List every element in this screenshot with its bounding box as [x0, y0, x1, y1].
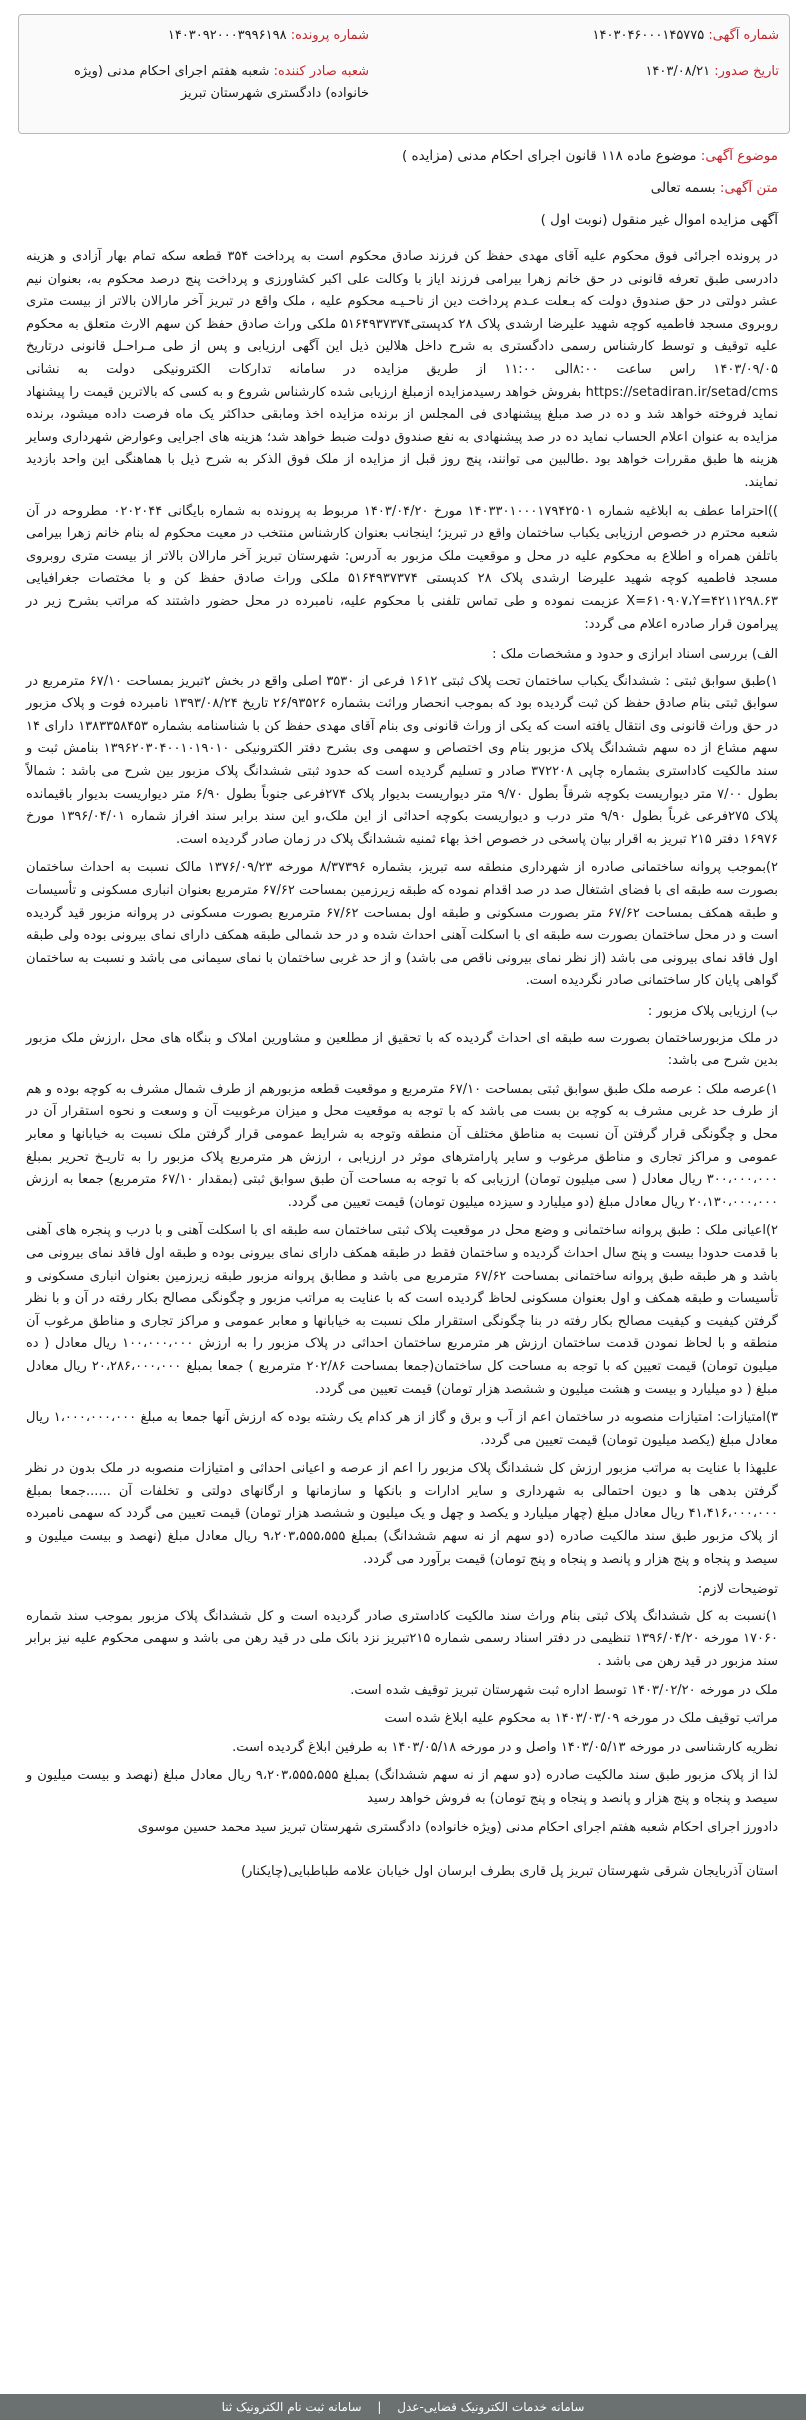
closing-line: مراتب توقیف ملک در مورخه ۱۴۰۳/۰۳/۰۹ به محکوم علیه ابلاغ شده است [384, 1711, 778, 1727]
subject-label: موضوع آگهی: [700, 148, 778, 164]
issuer-label: شعبه صادر کننده: [273, 64, 369, 79]
footer-bar [0, 2394, 806, 2420]
section-b-intro: در ملک مزبورساختمان بصورت سه طبقه ای احداث گردیده که با تحقیق از مطلعین و مشاورین املاک و بنگاه های محل ،ارزش ملک مزبور بدین شرح می باشد: [26, 1030, 778, 1069]
notice-body [26, 246, 778, 1890]
paragraph: ))احتراما عطف به ابلاغیه شماره ۱۴۰۳۳۰۱۰۰۰۱۷۹۴۲۵۰۱ مورخ ۱۴۰۳/۰۴/۲۰ مربوط به پرونده به شماره بایگانی ۰۲۰۲۰۴۴ مطروحه در آن شعبه محترم در خصوص ارزیابی یکباب ساختمان واقع در تبریز؛ اینجانب بعنوان کارشناس منتخب در معیت محکوم له بنام خانم زهرا بیرامی باتلفن همراه و اطلاع به محکوم علیه در محل و موقعیت ملک مزبور به آدرس: شهرستان تبریز آخر مارالان بالاتر از بیست متری روبروی مسجد فاطمیه کوچه شهید علیرضا ارشدی پلاک ۲۸ کدپستی ۵۱۶۴۹۳۷۳۷۴ ملکی وراث صادق حفظ کن و با مختصات جغرافیایی X=۶۱۰۹۰۷،Y=۴۲۱۱۲۹۸.۶۳ عزیمت نموده و طی تماس تلفنی با محکوم علیه، نامبرده در محل حضور داشتند که مراتب بشرح زیر در پیرامون قرار صادره اعلام می گردد: [26, 503, 779, 632]
footer-link-adl[interactable]: سامانه خدمات الکترونیک قضایی-عدل [397, 2400, 585, 2414]
signature-line: دادورز اجرای احکام شعبه هفتم اجرای احکام مدنی (ویژه خانواده) دادگستری شهرستان تبریز سید محمد حسین موسوی [137, 1819, 778, 1835]
closing-line: ملک در مورخه ۱۴۰۳/۰۲/۲۰ توسط اداره ثبت شهرستان تبریز توقیف شده است. [350, 1682, 778, 1698]
list-item: ۱)عرصه ملک : عرصه ملک طبق سوابق ثبتی بمساحت ۶۷/۱۰ مترمربع و موقعیت قطعه مزبورهم از طرف شمال مشرف به کوچه بوده و هم از طرف حد غربی مشرف به کوچه بن بست می باشد که با توجه به موقعیت محل و میزان مرغوبیت آن و وسعت و نحوه استقرار آن در محل و چگونگی قرار گرفتن آن نسبت به مناطق مختلف آن منطقه وتوجه به شرایط عمومی قرار گرفتن ملک نسبت به خیابانها و معابر عمومی و مراکز تجاری و مناطق مرغوب و سایر پارامترهای موثر در ارزیابی ، ارزش هر مترمربع پلاک مزبور را به تاریـخ تحریر بمبلغ ۳۰۰،۰۰۰،۰۰۰ ریال معادل ( سی میلیون تومان) ارزیابی که با توجه به مساحت آن طبق سوابق ثبتی (بمقدار ۶۷/۱۰ مترمربع) جمعا به ارزش ۲۰،۱۳۰،۰۰۰،۰۰۰ ریال معادل مبلغ (دو میلیارد و سیزده میلیون تومان) قیمت تعیین می گردد. [26, 1081, 778, 1210]
list-item: ۱)طبق سوابق ثبتی : ششدانگ یکباب ساختمان تحت پلاک ثبتی ۱۶۱۲ فرعی از ۳۵۳۰ اصلی واقع در بخش ۲تبریز بمساحت ۶۷/۱۰ مترمربع در سوابق ثبتی بنام صادق حفظ کن ثبت گردیده بود که بموجب انحصار وراثت بشماره ۲۶/۹۳۵۲۶ تاریخ ۱۳۹۳/۰۸/۲۴ نامبرده فوت و پلاک مزبور در حق وراث قانونی وی انتقال یافته است که یکی از وراث قانونی وی بنام آقای مهدی حفظ کن با شناسنامه بشماره ۱۳۸۳۳۵۸۴۵۳ دارای ۱۴ سهم مشاع از ده سهم ششدانگ پلاک مزبور بنام وی اختصاص و سهمی وی بشرح دفتر الکترونیکی ۱۳۹۶۲۰۳۰۴۰۰۱۰۱۹۰۱۰ بنامش ثبت و سند مالکیت کاداستری بشماره چاپی ۳۷۲۲۰۸ صادر و تسلیم گردیده است که حدود ثبتی ششدانگ پلاک مزبور بین شرح می باشد : شمالاً بطول ۷/۰۰ متر دیواریست بکوچه شرقاً بطول ۹/۷۰ متر دیواریست بدیوار پلاک ۲۷۴فرعی جنوباً بطول ۶/۹۰ متر دیواریست بدیوار باقیمانده پلاک ۲۷۵فرعی غرباً بطول ۹/۹۰ متر درب و دیواریست بکوچه احداثی از این ملک،و این سند برابر سند افراز شماره ۱۳۹۶/۰۴/۰۱ مورخ ۱۶۹۷۶ دفتر ۲۱۵ تبریز به اقرار بیان پاسخی در خصوص اخذ بهاء ثمنیه ششدانگ پلاک در زمان صادر گردیده است. [26, 673, 779, 847]
list-item: ۳)امتیازات: امتیازات منصوبه در ساختمان اعم از آب و برق و گاز از هر کدام یک رشته بوده که ارزش آنها جمعا به مبلغ ۱،۰۰۰،۰۰۰،۰۰۰ ریال معادل مبلغ (یکصد میلیون تومان) قیمت تعیین می گردد. [26, 1410, 779, 1448]
issuer-row [29, 61, 369, 105]
notice-title: آگهی مزایده اموال غیر منقول (نوبت اول ) [540, 212, 778, 228]
notice-number: ۱۴۰۳۰۴۶۰۰۰۱۴۵۷۷۵ [592, 28, 705, 43]
body-label: متن آگهی: [719, 180, 778, 196]
case-number-label: شماره پرونده: [290, 28, 369, 43]
body-label-row [651, 180, 778, 196]
closing-line: لذا از پلاک مزبور طبق سند مالکیت صادره (دو سهم از نه سهم ششدانگ) بمبلغ ۹،۲۰۳،۵۵۵،۵۵۵ ریال معادل مبلغ (نهصد و بیست میلیون و سیصد و پنجاه و پنج هزار و پانصد و پنجاه و پنج تومان) به فروش خواهد رسید [26, 1768, 778, 1806]
header-right [593, 25, 779, 83]
subject-row [402, 148, 778, 164]
notice-number-label: شماره آگهی: [708, 28, 779, 43]
paragraph: در پرونده اجرائی فوق محکوم علیه آقای مهدی حفظ کن فرزند صادق محکوم است به پرداخت ۳۵۴ قطعه سکه تمام بهار آزادی و هزینه دادرسی طبق تعرفه قانونی در حق خانم زهرا بیرامی فرزند ایاز با وکالت علی اکبر کشاورزی و پرداخت پنج درصد محکوم به، بعنوان نیم عشر دولتی در حق صندوق دولت که بـعلت عـدم پرداخت دین از ناحـیـه محکوم علیه ، ملک واقع در تبریز آخر مارالان بالاتر از بیست متری روبروی مسجد فاطمیه کوچه شهید علیرضا ارشدی پلاک ۲۸ کدپستی۵۱۶۴۹۳۷۳۷۴ ملکی وراث صادق حفظ کن سهم الارث متعلق به محکوم علیه توقیف و توسط کارشناس رسمی دادگستری به شرح داخل هلالین ذیل این آگهی ارزیابی و پس از طی مـراحـل قانونی درتاریخ ۱۴۰۳/۰۹/۰۵ راس ساعت ۸:۰۰الی ۱۱:۰۰ از طریق مزایده در سامانه تدارکات الکترونیکی دولت به نشانی https://setadiran.ir/setad/cms بفروش خواهد رسیدمزایده ازمبلغ ارزیابی شده کارشناس شروع و به کسی که بالاترین قیمت را پیشنهاد نماید فروخته خواهد شد و ده در صد مبلغ پیشنهادی فی المجلس از برنده مزایده اخذ ومابقی حداکثر یک ماه فرصت داده میشود، برنده مزایده به عنوان اعلام الحساب نماید ده در صد پیشنهادی به نفع صندوق دولت ضبط خواهد شد؛ هزینه های اجرایی وعوارض شهرداری وسایر هزینه ها طبق مقررات خواهد بود .طالبین می توانند، پنج روز قبل از مزایده از ملک فوق الذکر به شرح ذیل با هماهنگی این واحد بازدید نمایند. [26, 249, 779, 490]
list-item: ۲)بموجب پروانه ساختمانی صادره از شهرداری منطقه سه تبریز، بشماره ۸/۳۷۳۹۶ مورخه ۱۳۷۶/۰۹/۲۳ مالک نسبت به احداث ساختمان بصورت سه طبقه ای با فضای اشتغال صد در صد اقدام نموده که طبقه زیرزمین بمساحت ۶۷/۶۲ مترمربع بعنوان انباری مسکونی و تأسیسات و طبقه همکف بمساحت ۶۷/۶۲ متر بصورت مسکونی و طبقه اول بمساحت ۶۷/۶۲ مترمربع بصورت مسکونی در پروانه مزبور قید گردیده است و در محل ساختمان بصورت سه طبقه ای با اسکلت آهنی احداث شده و در حد شمالی طبقه همکف دارای نمای بیرونی بوده ولی طبقه اول فاقد نمای بیرونی می باشد (از نظر نمای بیرونی ناقص می باشد) و از حد غربی ساختمان با نمای سیمانی می باشد و نسبت به ساختمان گواهی پایان کار ساختمانی صادر نگردیده است. [26, 860, 778, 989]
notes-heading: توضیحات لازم: [697, 1582, 778, 1598]
header-panel [18, 14, 790, 134]
section-b-heading: ب) ارزیابی پلاک مزبور : [647, 1004, 778, 1019]
header-left [29, 25, 369, 105]
footer-link-sana[interactable]: سامانه ثبت نام الکترونیک ثنا [221, 2400, 362, 2414]
issuer: شعبه هفتم اجرای احکام مدنی (ویژه خانواده) دادگستری شهرستان تبریز [74, 64, 369, 101]
case-number: ۱۴۰۳۰۹۲۰۰۰۳۹۹۶۱۹۸ [167, 28, 287, 43]
greeting: بسمه تعالی [650, 180, 716, 196]
list-item: ۲)اعیانی ملک : طبق پروانه ساختمانی و وضع محل در موقعیت پلاک ثبتی ساختمان سه طبقه ای با اسکلت آهنی و با درب و پنجره های آهنی با قدمت حدودا بیست و پنج سال احداث گردیده و ساختمان فقط در طبقه همکف دارای نمای بیرونی بوده و طبقه اول فاقد نمای بیرونی می باشد و هر طبقه طبق پروانه ساختمانی بمساحت ۶۷/۶۲ مترمربع می باشد و مطابق پروانه مزبور طبقه زیرزمین بعنوان انباری مسکونی و تأسیسات و طبقه همکف و اول بعنوان مسکونی لحاظ گردیده است که با عنایت به مراتب مزبور و چگونگی مصالح بکار رفته در آن و با نظر گرفتن کیفیت و کیفیت مصالح بکار رفته در بنا چگونگی استقرار ملک نسبت به خیابانها و معابر عمومی و مراکز تجاری و مناطق مرغوب آن منطقه و با لحاظ نمودن قدمت ساختمان ارزش هر مترمربع ساختمان احداثی در پلاک مزبور را به ارزش ۱۰۰،۰۰۰،۰۰۰ ریال معادل ( ده میلیون تومان) قیمت تعیین که با توجه به مساحت کل ساختمان(جمعا بمساحت ۲۰۲/۸۶ مترمربع ) جمعا بمبلغ ۲۰،۲۸۶،۰۰۰،۰۰۰ ریال معادل مبلغ ( دو میلیارد و بیست و هشت میلیون و ششصد هزار تومان) قیمت تعیین می گردد. [26, 1223, 778, 1397]
issue-date-label: تاریخ صدور: [714, 64, 779, 79]
valuation-summary: علیهذا با عنایت به مراتب مزبور ارزش کل ششدانگ پلاک مزبور را اعم از عرصه و اعیانی احداثی و امتیازات منصوبه در ملک بدون در نظر گرفتن بدهی ها و دیون احتمالی به شهرداری و سایر ادارات و بانکها و سازمانها و ارگانهای دولتی و تخلفات آن ......جمعا بمبلغ ۴۱،۴۱۶،۰۰۰،۰۰۰ ریال معادل مبلغ (چهار میلیارد و یکصد و چهل و یک میلیون و ششصد هزار تومان) قیمت تعیین می گردد که سهمی نامبرده از پلاک مزبور طبق سند مالکیت صادره (دو سهم از نه سهم ششدانگ) بمبلغ ۹،۲۰۳،۵۵۵،۵۵۵ ریال معادل مبلغ (نهصد و بیست میلیون و سیصد و پنجاه و پنج هزار و پانصد و پنجاه و پنج تومان) قیمت برآورد می گردد. [26, 1461, 778, 1567]
issue-date: ۱۴۰۳/۰۸/۲۱ [645, 64, 711, 79]
case-number-row [29, 25, 369, 47]
notice-number-row [593, 25, 779, 47]
section-a-heading: الف) بررسی اسناد ابرازی و حدود و مشخصات ملک : [492, 647, 778, 663]
closing-line: نظریه کارشناسی در مورخه ۱۴۰۳/۰۵/۱۳ واصل و در مورخه ۱۴۰۳/۰۵/۱۸ به طرفین ابلاغ گردیده است. [232, 1739, 778, 1755]
issue-date-row [593, 61, 779, 83]
note-item: ۱)نسبت به کل ششدانگ پلاک ثبتی بنام وراث سند مالکیت کاداستری صادر گردیده است و کل ششدانگ پلاک مزبور بموجب سند شماره ۱۷۰۶۰ مورخه ۱۳۹۶/۰۴/۲۰ تنظیمی در دفتر اسناد رسمی شماره ۲۱۵تبریز نزد بانک ملی در قید رهن می باشد و سهمی محکوم علیه نیز برابر سند مزبور در قید رهن می باشد . [26, 1608, 778, 1670]
court-address: استان آذربایجان شرقی شهرستان تبریز پل قاری بطرف ابرسان اول خیابان علامه طباطبایی(چایکنار) [241, 1864, 778, 1880]
footer-separator: | [377, 2400, 382, 2414]
subject: موضوع ماده ۱۱۸ قانون اجرای احکام مدنی (مزایده ) [401, 148, 697, 164]
